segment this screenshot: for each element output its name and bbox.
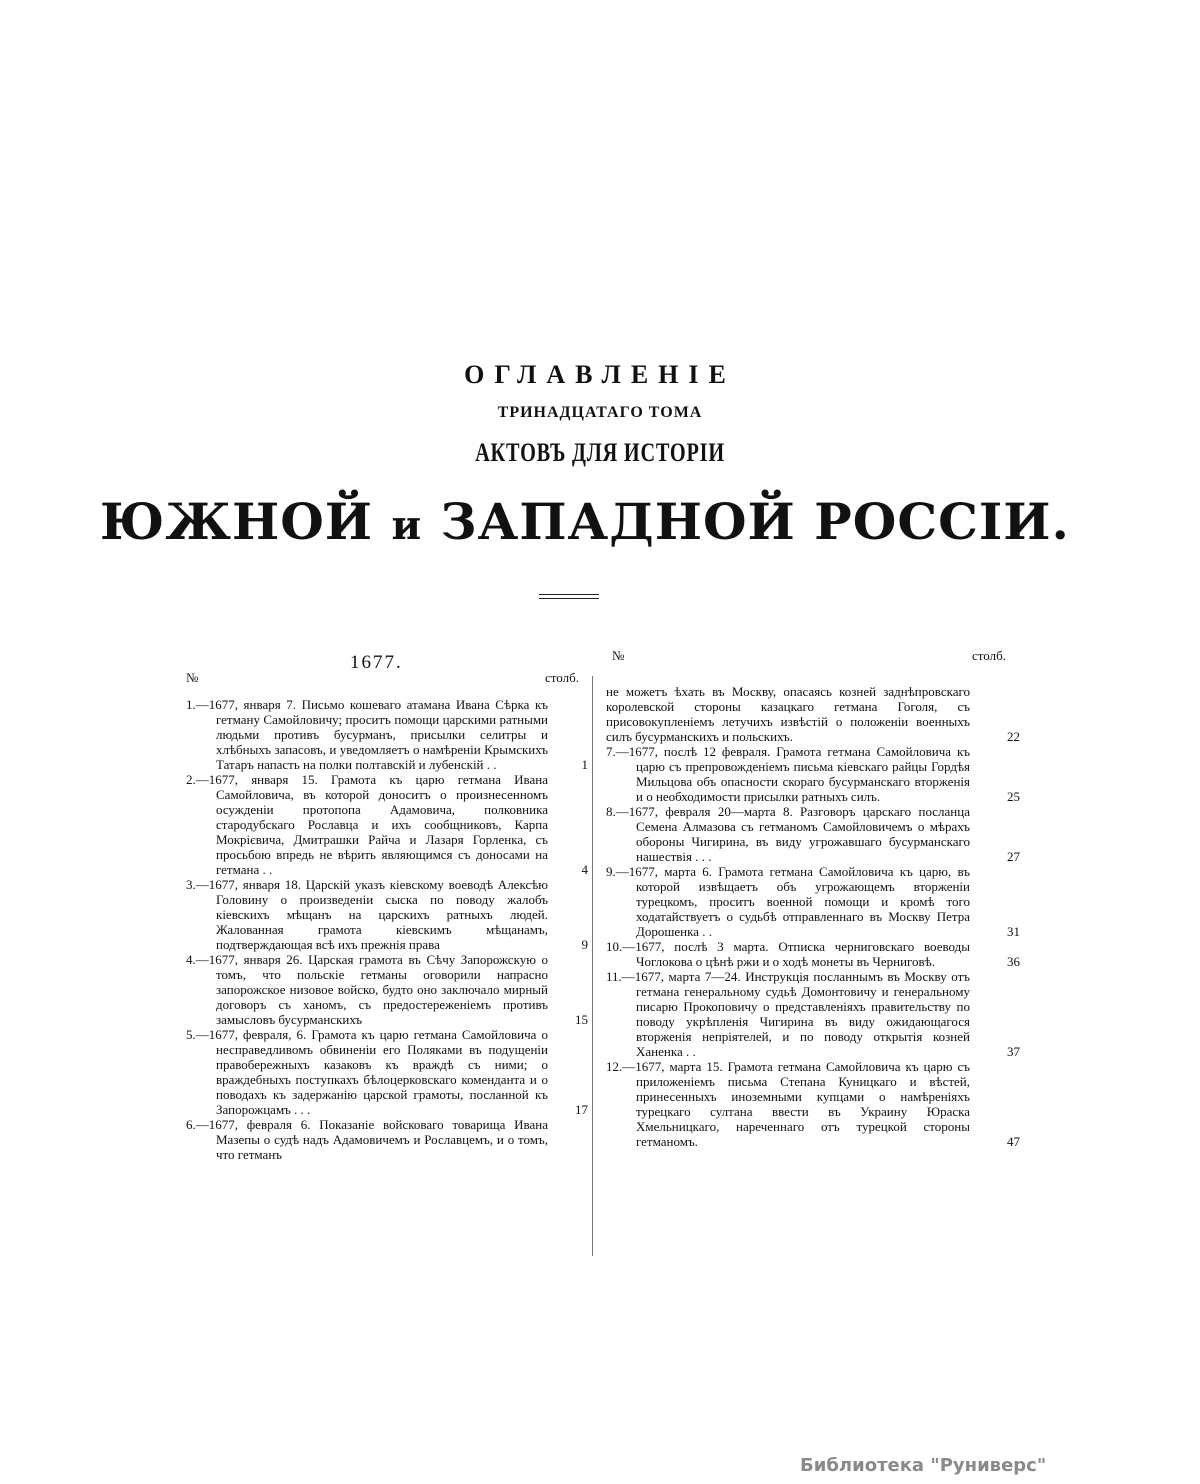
toc-entry-text: 11.—1677, марта 7—24. Инструкція посланнымъ въ Москву отъ гетмана генеральному судьѣ Домонтовичу и генеральному писарю Прокоповичу о представленіяхъ правительству по поводу укрѣпленія Чигирина въ виду ожидающагося вторженія непріятелей, и по поводу открытія козней Ханенка . .	[606, 969, 970, 1059]
toc-entry-text: 4.—1677, января 26. Царская грамота въ Сѣчу Запорожскую о томъ, что польскіе гетманы оговорили напрасно запорожское низовое войско, будто оно заключало мирный договоръ съ ханомъ, съ предостереженіемъ противъ замысловъ бусурманскихъ	[186, 952, 548, 1027]
series-main-title	[0, 492, 1170, 551]
toc-entry-text: не можетъ ѣхать въ Москву, опасаясь козней заднѣпровскаго королевской стороны казацкаго гетмана Гоголя, съ присовокупленіемъ летучихъ извѣстій о положеніи военныхъ силъ бусурманскихъ и польскихъ.	[606, 684, 970, 744]
toc-entry	[186, 697, 598, 772]
toc-entry-text: 3.—1677, января 18. Царскій указъ кіевскому воеводѣ Алексѣю Головину о произведеніи сыска по поводу жалобъ кіевскихъ мѣщанъ на царскихъ ратныхъ людей. Жалованная грамота кіевскимъ мѣщанамъ, подтверждающая всѣ ихъ прежнія права	[186, 877, 548, 952]
toc-entry-text: 6.—1677, февраля 6. Показаніе войсковаго товарища Ивана Мазепы о судѣ надъ Адамовичемъ и Рославцемъ, и о томъ, что гетманъ	[186, 1117, 548, 1162]
toc-entry	[606, 744, 1020, 804]
title-rule-top	[539, 594, 599, 595]
toc-entry	[186, 1117, 598, 1162]
toc-entry-column-number: 9	[581, 937, 588, 952]
left-toc-column	[186, 697, 598, 1162]
toc-entry-column-number: 22	[1007, 729, 1020, 744]
toc-title: ОГЛАВЛЕНІЕ	[464, 360, 736, 389]
toc-entry-text: 10.—1677, послѣ 3 марта. Отписка черниговскаго воеводы Чоглокова о цѣнѣ ржи и о ходѣ монеты въ Черниговѣ.	[606, 939, 970, 969]
toc-entry	[186, 952, 598, 1027]
toc-entry	[606, 939, 1020, 969]
toc-entry-text: 5.—1677, февраля, 6. Грамота къ царю гетмана Самойловича о несправедливомъ обвиненіи его Поляками въ подущеніи правобережныхъ казаковъ къ враждѣ съ ними; о враждебныхъ поступкахъ бѣлоцерковскаго коменданта и о поводахъ къ задержанію царской грамоты, посланной къ Запорожцамъ . . .	[186, 1027, 548, 1117]
toc-entry-column-number: 15	[575, 1012, 588, 1027]
toc-entry-column-number: 17	[575, 1102, 588, 1117]
toc-entry-text: 2.—1677, января 15. Грамота къ царю гетмана Ивана Самойловича, въ которой доноситъ о произнесенномъ осужденіи протопопа Адамовича, полковника стародубскаго Рославца и ихъ сообщниковъ, Карпа Мокрієвича, Дмитрашки Райча и Лазаря Горленка, съ просьбою впредь не вѣрить являющимся съ доносами на гетмана . .	[186, 772, 548, 877]
left-number-label: №	[186, 670, 199, 685]
right-toc-column	[606, 684, 1020, 1149]
toc-entry-text: 1.—1677, января 7. Письмо кошеваго атамана Ивана Сѣрка къ гетману Самойловичу; проситъ помощи царскими ратными людьми противъ бусурманъ, присылки селитры и хлѣбныхъ запасовъ, и уведомляетъ о намѣреніи Крымскихъ Татаръ напасть на полки полтавскій и лубенскій . .	[186, 697, 548, 772]
toc-entry-text: 12.—1677, марта 15. Грамота гетмана Самойловича къ царю съ приложеніемъ письма Степана Куницкаго и вѣстей, принесенныхъ иноземными купцами о намѣреніяхъ турецкаго султана ввести въ Украину Юраска Хмельницкаго, нареченнаго отъ турецкой стороны гетманомъ.	[606, 1059, 970, 1149]
library-watermark: Библиотека "Руниверс"	[800, 1455, 1047, 1476]
toc-entry-column-number: 36	[1007, 954, 1020, 969]
toc-entry	[606, 1059, 1020, 1149]
toc-entry	[186, 772, 598, 877]
toc-entry	[606, 684, 1020, 744]
series-main-a: ЮЖНОЙ	[100, 492, 374, 551]
toc-entry-column-number: 1	[581, 757, 588, 772]
toc-entry	[606, 969, 1020, 1059]
toc-entry-column-number: 47	[1007, 1134, 1020, 1149]
toc-entry-column-number: 25	[1007, 789, 1020, 804]
right-column-label: столб.	[972, 648, 1006, 663]
toc-entry-text: 7.—1677, послѣ 12 февраля. Грамота гетмана Самойловича къ царю съ препровожденіемъ письма кіевскаго райцы Гордѣя Мильцова объ опасности скораго бусурманскаго вторженія и о необходимости присылки ратныхъ силъ.	[606, 744, 970, 804]
toc-entry-text: 9.—1677, марта 6. Грамота гетмана Самойловича къ царю, въ которой извѣщаетъ объ угрожающемъ вторженіи турецкомъ, проситъ военной помощи и кромѣ того ходатайствуетъ о судьбѣ отправленнаго въ Москву Петра Дорошенка . .	[606, 864, 970, 939]
toc-entry-text: 8.—1677, февраля 20—марта 8. Разговоръ царскаго посланца Семена Алмазова съ гетманомъ Самойловичемъ о мѣрахъ обороны Чигирина, въ виду угрожавшаго бусурманскаго нашествія . . .	[606, 804, 970, 864]
toc-entry	[186, 877, 598, 952]
toc-entry-column-number: 37	[1007, 1044, 1020, 1059]
series-main-and: и	[391, 502, 423, 549]
toc-entry-column-number: 4	[581, 862, 588, 877]
series-main-b: ЗАПАДНОЙ РОССІИ.	[440, 492, 1070, 551]
toc-entry-column-number: 31	[1007, 924, 1020, 939]
left-column-label: столб.	[545, 670, 579, 685]
title-rule-bottom	[539, 598, 599, 599]
right-number-label: №	[612, 648, 625, 663]
year-heading: 1677.	[350, 652, 403, 673]
toc-entry-column-number: 27	[1007, 849, 1020, 864]
toc-entry	[186, 1027, 598, 1117]
series-line: АКТОВЪ ДЛЯ ИСТОРІИ	[475, 438, 725, 467]
toc-entry	[606, 804, 1020, 864]
volume-subtitle: ТРИНАДЦАТАГО ТОМА	[497, 404, 703, 421]
toc-entry	[606, 864, 1020, 939]
